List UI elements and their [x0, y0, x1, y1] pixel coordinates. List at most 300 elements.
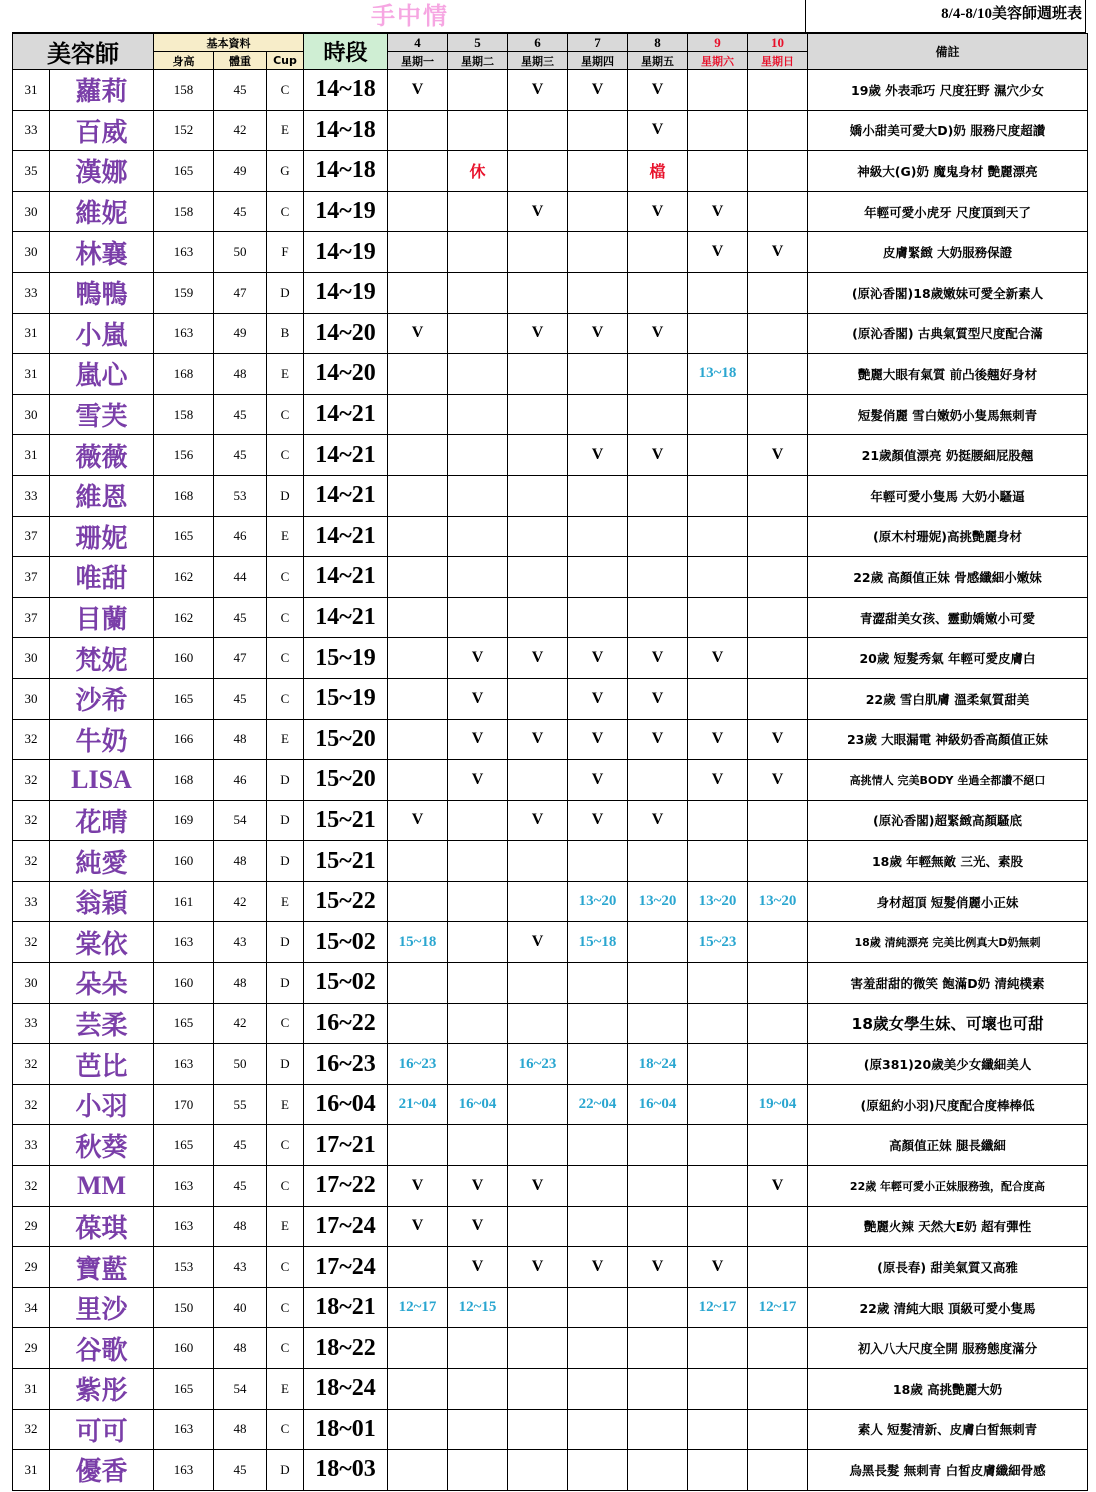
weight-cell: 45 — [214, 435, 267, 476]
day-cell: 16~23 — [508, 1044, 568, 1085]
watermark: 手中情 — [371, 2, 449, 30]
day-cell: 15~23 — [688, 922, 748, 963]
day-cell — [628, 272, 688, 313]
day-cell — [688, 1003, 748, 1044]
cup-cell: C — [267, 1125, 304, 1166]
name-cell: 維恩 — [50, 475, 154, 516]
note-cell: (原長春) 甜美氣質又高雅 — [808, 1247, 1088, 1288]
height-cell: 150 — [154, 1287, 214, 1328]
day-cell: V — [508, 191, 568, 232]
age-cell: 29 — [13, 1328, 50, 1369]
time-slot-cell: 17~21 — [304, 1125, 388, 1166]
day-cell — [508, 1409, 568, 1450]
table-row — [13, 475, 1088, 516]
day-cell: 檔 — [628, 151, 688, 192]
day-cell — [568, 841, 628, 882]
name-cell: 純愛 — [50, 841, 154, 882]
weight-cell: 48 — [214, 1409, 267, 1450]
cup-cell: C — [267, 597, 304, 638]
note-cell: 高顏值正妹 腿長纖細 — [808, 1125, 1088, 1166]
day-cell — [568, 354, 628, 395]
time-slot-cell: 14~21 — [304, 394, 388, 435]
weight-cell: 45 — [214, 1450, 267, 1491]
day-cell — [568, 516, 628, 557]
note-cell: 18歲 高挑艷麗大奶 — [808, 1369, 1088, 1410]
day-cell — [388, 1003, 448, 1044]
weight-cell: 45 — [214, 70, 267, 111]
day-cell — [688, 313, 748, 354]
cup-cell: C — [267, 1003, 304, 1044]
day-cell: V — [508, 1166, 568, 1207]
name-cell: 翁穎 — [50, 881, 154, 922]
name-cell: 百威 — [50, 110, 154, 151]
day-cell: 15~18 — [388, 922, 448, 963]
day-cell — [388, 597, 448, 638]
day-cell: V — [568, 638, 628, 679]
day-cell — [568, 191, 628, 232]
day-cell: 13~18 — [688, 354, 748, 395]
cup-cell: C — [267, 557, 304, 598]
weight-cell: 47 — [214, 272, 267, 313]
weight-cell: 48 — [214, 1206, 267, 1247]
day-cell — [748, 1247, 808, 1288]
cup-cell: E — [267, 354, 304, 395]
day-cell — [448, 272, 508, 313]
day-cell — [748, 191, 808, 232]
weight-cell: 40 — [214, 1287, 267, 1328]
day-cell — [748, 110, 808, 151]
time-slot-cell: 14~19 — [304, 191, 388, 232]
height-cell: 168 — [154, 760, 214, 801]
day-cell: V — [628, 70, 688, 111]
name-cell: 目蘭 — [50, 597, 154, 638]
day-cell: V — [508, 719, 568, 760]
note-cell: (原沁香閣)超緊緻高顏騷底 — [808, 800, 1088, 841]
day-cell — [688, 963, 748, 1004]
cup-cell: C — [267, 1166, 304, 1207]
day-cell — [628, 760, 688, 801]
day-cell — [508, 1450, 568, 1491]
day-cell — [628, 922, 688, 963]
weight-cell: 55 — [214, 1084, 267, 1125]
note-cell: 青澀甜美女孩、靈動嬌嫩小可愛 — [808, 597, 1088, 638]
table-row — [13, 1084, 1088, 1125]
age-cell: 30 — [13, 191, 50, 232]
day-cell — [388, 1247, 448, 1288]
day-cell: V — [748, 232, 808, 273]
day-cell — [448, 1369, 508, 1410]
day-cell: 16~23 — [388, 1044, 448, 1085]
table-row — [13, 313, 1088, 354]
day-cell — [688, 70, 748, 111]
day-cell: V — [568, 1247, 628, 1288]
day-cell — [508, 597, 568, 638]
age-cell: 32 — [13, 1166, 50, 1207]
name-cell: 芸柔 — [50, 1003, 154, 1044]
age-cell: 33 — [13, 475, 50, 516]
height-cell: 163 — [154, 232, 214, 273]
cup-cell: C — [267, 1287, 304, 1328]
table-row — [13, 1450, 1088, 1491]
height-cell: 163 — [154, 922, 214, 963]
day-cell — [448, 1003, 508, 1044]
weight-cell: 54 — [214, 1369, 267, 1410]
day-cell — [748, 475, 808, 516]
name-cell: 漢娜 — [50, 151, 154, 192]
age-cell: 30 — [13, 232, 50, 273]
schedule-body — [13, 70, 1088, 1491]
age-cell: 31 — [13, 313, 50, 354]
day-cell — [748, 1369, 808, 1410]
cup-cell: C — [267, 638, 304, 679]
time-slot-cell: 15~02 — [304, 963, 388, 1004]
day-cell — [688, 1044, 748, 1085]
day-cell: V — [568, 313, 628, 354]
time-slot-cell: 14~18 — [304, 110, 388, 151]
name-cell: 寶藍 — [50, 1247, 154, 1288]
day-cell — [688, 1084, 748, 1125]
time-slot-cell: 16~22 — [304, 1003, 388, 1044]
day-cell: V — [508, 70, 568, 111]
day-cell — [748, 597, 808, 638]
height-cell: 163 — [154, 1044, 214, 1085]
weight-cell: 45 — [214, 394, 267, 435]
day-cell: V — [508, 800, 568, 841]
cup-cell: D — [267, 272, 304, 313]
day-cell — [688, 841, 748, 882]
date-header: 8 — [628, 34, 688, 52]
name-cell: 可可 — [50, 1409, 154, 1450]
day-cell — [748, 678, 808, 719]
cup-cell: B — [267, 313, 304, 354]
age-cell: 31 — [13, 1369, 50, 1410]
name-cell: 鴨鴨 — [50, 272, 154, 313]
time-slot-cell: 14~21 — [304, 475, 388, 516]
time-slot-cell: 17~24 — [304, 1247, 388, 1288]
age-cell: 33 — [13, 272, 50, 313]
day-cell — [388, 1125, 448, 1166]
table-row — [13, 1247, 1088, 1288]
name-cell: 紫彤 — [50, 1369, 154, 1410]
day-cell: V — [508, 1247, 568, 1288]
day-cell — [748, 1125, 808, 1166]
day-cell: V — [388, 1206, 448, 1247]
note-cell: 皮膚緊緻 大奶服務保證 — [808, 232, 1088, 273]
cup-cell: G — [267, 151, 304, 192]
day-cell — [508, 435, 568, 476]
day-cell — [748, 841, 808, 882]
day-cell — [508, 110, 568, 151]
day-cell: V — [388, 800, 448, 841]
height-cell: 160 — [154, 841, 214, 882]
day-cell — [568, 597, 628, 638]
day-cell — [688, 435, 748, 476]
day-cell — [688, 1125, 748, 1166]
name-cell: 梵妮 — [50, 638, 154, 679]
note-cell: 高挑情人 完美BODY 坐過全都讚不絕口 — [808, 760, 1088, 801]
day-cell — [508, 881, 568, 922]
height-cell: 163 — [154, 1166, 214, 1207]
day-cell: V — [568, 678, 628, 719]
day-cell — [628, 963, 688, 1004]
day-cell — [748, 963, 808, 1004]
cup-cell: C — [267, 1409, 304, 1450]
note-cell: (原紐約小羽)尺度配合度棒棒低 — [808, 1084, 1088, 1125]
day-cell — [448, 597, 508, 638]
note-cell: 害羞甜甜的微笑 飽滿D奶 清純樸素 — [808, 963, 1088, 1004]
day-cell — [748, 1206, 808, 1247]
weight-header: 體重 — [214, 52, 267, 70]
day-cell: 19~04 — [748, 1084, 808, 1125]
day-cell: V — [388, 1166, 448, 1207]
day-cell — [448, 435, 508, 476]
height-cell: 158 — [154, 70, 214, 111]
day-cell — [388, 110, 448, 151]
day-cell — [748, 557, 808, 598]
time-slot-cell: 15~21 — [304, 800, 388, 841]
date-header: 7 — [568, 34, 628, 52]
time-slot-cell: 17~24 — [304, 1206, 388, 1247]
height-cell: 156 — [154, 435, 214, 476]
age-cell: 30 — [13, 963, 50, 1004]
name-cell: 花晴 — [50, 800, 154, 841]
right-divider — [1085, 0, 1086, 33]
day-cell: 22~04 — [568, 1084, 628, 1125]
day-cell: V — [688, 232, 748, 273]
age-cell: 31 — [13, 70, 50, 111]
note-cell: 18歲女學生妹、可壞也可甜 — [808, 1003, 1088, 1044]
day-cell: V — [628, 678, 688, 719]
time-slot-cell: 14~20 — [304, 313, 388, 354]
age-cell: 33 — [13, 110, 50, 151]
cup-cell: D — [267, 760, 304, 801]
day-cell — [688, 1206, 748, 1247]
note-cell: 艷麗大眼有氣質 前凸後翹好身材 — [808, 354, 1088, 395]
age-cell: 32 — [13, 922, 50, 963]
cup-header: Cup — [267, 52, 304, 70]
day-cell — [508, 841, 568, 882]
day-cell — [568, 1125, 628, 1166]
day-cell: V — [688, 760, 748, 801]
name-cell: 嵐心 — [50, 354, 154, 395]
weight-cell: 53 — [214, 475, 267, 516]
day-cell — [628, 597, 688, 638]
day-cell — [388, 272, 448, 313]
height-cell: 168 — [154, 354, 214, 395]
day-cell — [448, 1409, 508, 1450]
age-cell: 34 — [13, 1287, 50, 1328]
day-cell — [688, 597, 748, 638]
name-cell: 小羽 — [50, 1084, 154, 1125]
day-cell — [568, 557, 628, 598]
cup-cell: D — [267, 963, 304, 1004]
day-cell — [568, 1206, 628, 1247]
time-slot-cell: 18~24 — [304, 1369, 388, 1410]
day-cell — [568, 272, 628, 313]
age-cell: 37 — [13, 557, 50, 598]
time-slot-cell: 14~19 — [304, 232, 388, 273]
age-cell: 31 — [13, 435, 50, 476]
day-cell — [448, 516, 508, 557]
height-cell: 163 — [154, 1450, 214, 1491]
day-cell — [748, 922, 808, 963]
name-cell: 芭比 — [50, 1044, 154, 1085]
day-cell: 12~17 — [748, 1287, 808, 1328]
day-cell: V — [568, 800, 628, 841]
day-cell — [508, 354, 568, 395]
age-cell: 32 — [13, 719, 50, 760]
age-cell: 30 — [13, 638, 50, 679]
day-cell — [388, 232, 448, 273]
cup-cell: D — [267, 475, 304, 516]
table-row — [13, 881, 1088, 922]
day-cell — [688, 110, 748, 151]
day-cell: 13~20 — [688, 881, 748, 922]
table-row — [13, 110, 1088, 151]
time-slot-cell: 14~21 — [304, 435, 388, 476]
time-slot-cell: 15~19 — [304, 638, 388, 679]
table-row — [13, 1044, 1088, 1085]
weekday-header: 星期六 — [688, 52, 748, 70]
day-cell — [628, 557, 688, 598]
note-cell: 21歲顏值漂亮 奶挺腰細屁股翹 — [808, 435, 1088, 476]
day-cell — [748, 1003, 808, 1044]
name-cell: 優香 — [50, 1450, 154, 1491]
day-cell: V — [628, 313, 688, 354]
age-cell: 31 — [13, 354, 50, 395]
time-slot-cell: 14~21 — [304, 557, 388, 598]
weight-cell: 45 — [214, 678, 267, 719]
time-slot-cell: 15~22 — [304, 881, 388, 922]
day-cell — [568, 110, 628, 151]
height-cell: 162 — [154, 557, 214, 598]
name-cell: 牛奶 — [50, 719, 154, 760]
height-cell: 160 — [154, 638, 214, 679]
time-slot-cell: 14~18 — [304, 70, 388, 111]
note-cell: (原木村珊妮)高挑艷麗身材 — [808, 516, 1088, 557]
day-cell — [388, 516, 448, 557]
day-cell — [508, 1084, 568, 1125]
note-cell: 22歲 高顏值正妹 骨感纖細小嫩妹 — [808, 557, 1088, 598]
name-cell: 林襄 — [50, 232, 154, 273]
day-cell: V — [388, 70, 448, 111]
note-cell: (原沁香閣) 古典氣質型尺度配合滿 — [808, 313, 1088, 354]
weight-cell: 45 — [214, 191, 267, 232]
day-cell — [748, 516, 808, 557]
day-cell — [568, 1409, 628, 1450]
cup-cell: C — [267, 435, 304, 476]
note-cell: (原沁香閣)18歲嫩妹可愛全新素人 — [808, 272, 1088, 313]
table-row — [13, 516, 1088, 557]
day-cell — [388, 1450, 448, 1491]
day-cell — [448, 800, 508, 841]
table-row — [13, 800, 1088, 841]
day-cell — [388, 1328, 448, 1369]
day-cell: 12~17 — [688, 1287, 748, 1328]
day-cell — [448, 232, 508, 273]
height-cell: 165 — [154, 678, 214, 719]
day-cell — [448, 354, 508, 395]
name-cell: 葆琪 — [50, 1206, 154, 1247]
day-cell: V — [388, 313, 448, 354]
height-cell: 161 — [154, 881, 214, 922]
weight-cell: 46 — [214, 516, 267, 557]
height-cell: 158 — [154, 394, 214, 435]
time-slot-cell: 14~21 — [304, 597, 388, 638]
day-cell — [388, 963, 448, 1004]
day-cell — [628, 1409, 688, 1450]
age-cell: 32 — [13, 1084, 50, 1125]
day-cell: V — [628, 1247, 688, 1288]
day-cell — [628, 475, 688, 516]
note-cell: 烏黑長髮 無刺青 白皙皮膚纖細骨感 — [808, 1450, 1088, 1491]
table-row — [13, 1125, 1088, 1166]
day-cell — [388, 151, 448, 192]
day-cell: V — [748, 1166, 808, 1207]
day-cell — [508, 1369, 568, 1410]
day-cell — [388, 638, 448, 679]
age-cell: 32 — [13, 800, 50, 841]
day-cell — [508, 475, 568, 516]
cup-cell: C — [267, 394, 304, 435]
day-cell — [508, 760, 568, 801]
note-cell: 身材超頂 短髮俏麗小正妹 — [808, 881, 1088, 922]
day-cell: 12~15 — [448, 1287, 508, 1328]
day-cell — [628, 1450, 688, 1491]
time-slot-cell: 14~21 — [304, 516, 388, 557]
table-row — [13, 760, 1088, 801]
day-cell: V — [508, 922, 568, 963]
note-cell: 神級大(G)奶 魔鬼身材 艷麗漂亮 — [808, 151, 1088, 192]
name-cell: 沙希 — [50, 678, 154, 719]
day-cell — [748, 151, 808, 192]
age-cell: 35 — [13, 151, 50, 192]
day-cell: V — [628, 719, 688, 760]
table-row — [13, 1003, 1088, 1044]
height-cell: 160 — [154, 1328, 214, 1369]
table-row — [13, 394, 1088, 435]
day-cell — [748, 1044, 808, 1085]
day-cell — [568, 1166, 628, 1207]
weight-cell: 48 — [214, 354, 267, 395]
day-cell — [508, 394, 568, 435]
day-cell — [568, 1328, 628, 1369]
name-cell: 珊妮 — [50, 516, 154, 557]
day-cell: V — [568, 70, 628, 111]
weight-cell: 42 — [214, 110, 267, 151]
height-cell: 165 — [154, 1003, 214, 1044]
time-slot-cell: 15~02 — [304, 922, 388, 963]
day-cell: V — [448, 1206, 508, 1247]
day-cell: 16~04 — [448, 1084, 508, 1125]
age-cell: 32 — [13, 760, 50, 801]
weight-cell: 54 — [214, 800, 267, 841]
title-divider — [805, 0, 806, 33]
day-cell: V — [568, 760, 628, 801]
note-cell: 22歲 雪白肌膚 溫柔氣質甜美 — [808, 678, 1088, 719]
day-cell: V — [748, 719, 808, 760]
day-cell — [448, 475, 508, 516]
height-cell: 165 — [154, 1125, 214, 1166]
day-cell — [388, 475, 448, 516]
day-cell — [448, 191, 508, 232]
cup-cell: C — [267, 191, 304, 232]
height-cell: 162 — [154, 597, 214, 638]
day-cell: V — [508, 313, 568, 354]
weekday-header: 星期三 — [508, 52, 568, 70]
weekday-header: 星期一 — [388, 52, 448, 70]
cup-cell: E — [267, 1369, 304, 1410]
